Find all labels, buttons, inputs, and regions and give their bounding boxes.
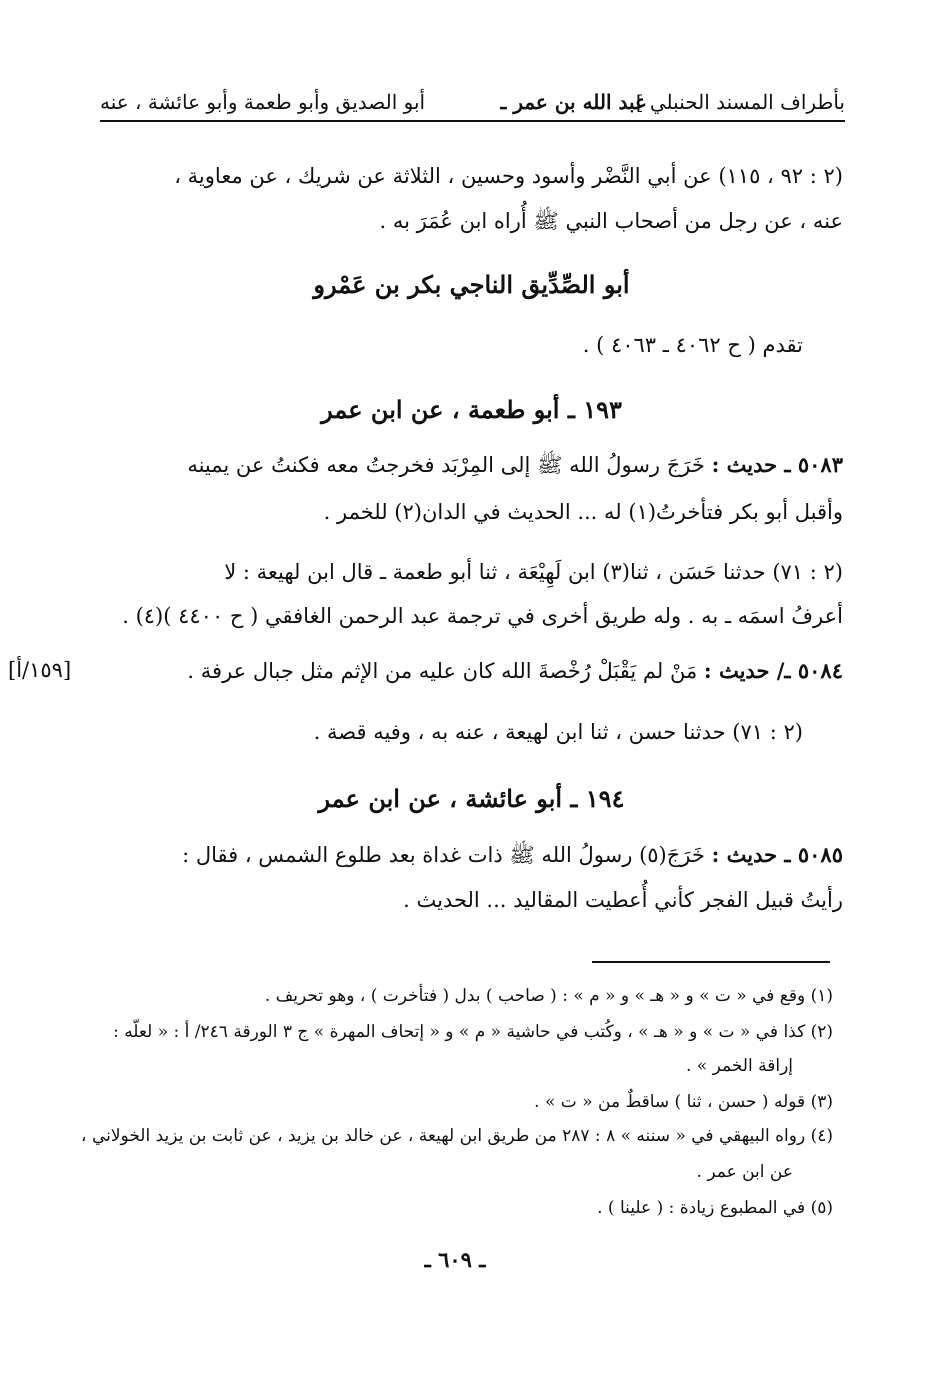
header-book-title: بأطراف المسند الحنبلي ] <box>635 90 845 114</box>
source-5083-line-2: أعرفُ اسمَه ـ به . وله طريق أخرى في ترجمة عبد الرحمن الغافقي ( ح ٤٤٠٠ )(٤) . <box>122 604 843 628</box>
page-number: ـ ٦٠٩ ـ <box>424 1247 486 1272</box>
hadith-5085-line-1 <box>182 842 843 873</box>
source-5083-line-1: (٢ : ٧١) حدثنا حَسَن ، ثنا(٣) ابن لَهِيْعَة ، ثنا أبو طعمة ـ قال ابن لهيعة : لا <box>224 560 843 584</box>
header-chapter-title: عبد الله بن عمر ـ <box>500 90 647 114</box>
hadith-5084-line <box>187 658 843 683</box>
footnote-2-line-2: إراقة الخمر » . <box>686 1056 793 1076</box>
hadith-number: ٥٠٨٤ ـ/ حديث : <box>703 658 843 683</box>
hadith-5083-line-1 <box>187 452 843 483</box>
running-header <box>100 84 845 122</box>
hadith-5083-line-2: وأقبل أبو بكر فتأخرتُ(١) له ... الحديث في الدان(٢) للخمر . <box>323 500 843 524</box>
footnote-4-line-1: (٤) رواه البيهقي في « سننه » ٨ : ٢٨٧ من طريق ابن لهيعة ، عن خالد بن يزيد ، عن ثابت بن يزيد الخولاني ، <box>81 1126 833 1146</box>
hadith-5085-line-2: رأيتُ قبيل الفجر كأني أُعطيت المقاليد ... الحديث . <box>403 888 843 912</box>
section-heading-193: ١٩٣ ـ أبو طعمة ، عن ابن عمر <box>321 395 622 424</box>
footnote-4-line-2: عن ابن عمر . <box>696 1162 793 1182</box>
hadith-number: ٥٠٨٣ ـ حديث : <box>711 452 843 477</box>
section-heading-siddiq: أبو الصِّدِّيق الناجي بكر بن عَمْرو <box>313 270 630 299</box>
hadith-text: خَرَجَ(٥) رسولُ الله ﷺ ذات غداة بعد طلوع الشمس ، فقال : <box>182 843 705 867</box>
footnote-1: (١) وقع في « ت » و « هـ » و « م » : ( صاحب ) بدل ( فتأخرت ) ، وهو تحريف . <box>264 986 833 1006</box>
intro-line-2: عنه ، عن رجل من أصحاب النبي ﷺ أُراه ابن عُمَرَ به . <box>379 209 843 233</box>
footnote-2-line-1: (٢) كذا في « ت » و « هـ » ، وكُتب في حاشية « م » و « إتحاف المهرة » ج ٣ الورقة ٢٤٦/ أ : « لعلّه : <box>113 1022 833 1042</box>
manuscript-folio-note: [١٥٩/أ] <box>8 658 72 682</box>
footnote-5: (٥) في المطبوع زيادة : ( علينا ) . <box>597 1198 833 1218</box>
section-heading-194: ١٩٤ ـ أبو عائشة ، عن ابن عمر <box>318 784 625 813</box>
cross-reference-note: تقدم ( ح ٤٠٦٢ ـ ٤٠٦٣ ) . <box>582 333 803 357</box>
source-5084: (٢ : ٧١) حدثنا حسن ، ثنا ابن لهيعة ، عنه به ، وفيه قصة . <box>313 720 803 744</box>
hadith-text: خَرَجَ رسولُ الله ﷺ إلى المِرْبَد فخرجتُ معه فكنتُ عن يمينه <box>187 453 705 477</box>
hadith-number: ٥٠٨٥ ـ حديث : <box>711 842 843 867</box>
intro-line-1: (٢ : ٩٢ ، ١١٥) عن أبي النَّضْر وأسود وحسين ، الثلاثة عن شريك ، عن معاوية ، <box>174 164 843 188</box>
header-section-title: أبو الصديق وأبو طعمة وأبو عائشة ، عنه <box>100 90 426 114</box>
footnote-separator <box>592 961 830 963</box>
footnote-3: (٣) قوله ( حسن ، ثنا ) ساقطٌ من « ت » . <box>534 1092 833 1112</box>
hadith-text: مَنْ لم يَقْبَلْ رُخْصةَ الله كان عليه من الإثم مثل جبال عرفة . <box>187 659 698 683</box>
